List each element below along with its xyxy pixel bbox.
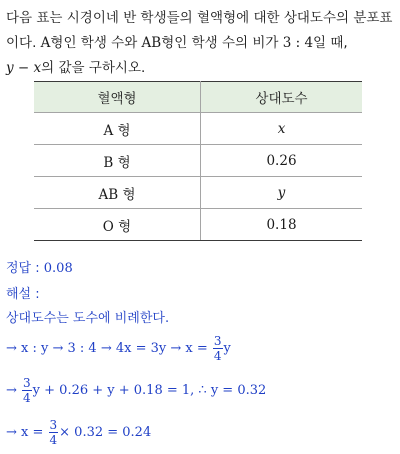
solution-step-2: → $\frac{3}{4}$ y + 0.26 + y + 0.18 = 1, ∴ y = 0.32	[6, 376, 267, 405]
blood-type-cell: A 형	[34, 113, 201, 145]
header-blood-type: 혈액형	[34, 82, 201, 113]
problem-line-1: 다음 표는 시경이네 반 학생들의 혈액형에 대한 상대도수의 분포표	[6, 10, 393, 26]
type-ab-label: AB	[141, 35, 162, 51]
explanation-label: 해설 :	[6, 287, 40, 302]
table-row	[34, 209, 362, 241]
frequency-table	[34, 81, 362, 241]
type-a-label: A	[40, 35, 51, 51]
relative-frequency-cell: 0.18	[201, 209, 363, 241]
table-row	[34, 145, 362, 177]
answer-value: 0.08	[43, 261, 73, 276]
fraction: $\frac{3}{4}$	[23, 376, 31, 405]
explanation-principle: 상대도수는 도수에 비례한다.	[6, 311, 170, 326]
answer-label: 정답 :	[6, 261, 44, 276]
blood-type-cell: AB 형	[34, 177, 201, 209]
solution-step-3: → x = $\frac{3}{4}$ × 0.32 = 0.24	[6, 418, 152, 447]
problem-line-3: y − x의 값을 구하시오.	[6, 60, 146, 76]
problem-line-2: 이다. A형인 학생 수와 AB형인 학생 수의 비가 3 : 4일 때,	[6, 35, 348, 51]
expression: y − x	[6, 60, 42, 76]
ratio: 3 : 4	[282, 35, 314, 51]
solution-step-1: → x : y → 3 : 4 → 4x = 3y → x = $\frac{3}{4}$ y	[6, 334, 231, 363]
relative-frequency-cell: y	[201, 177, 363, 209]
problem-statement	[6, 6, 398, 81]
header-relative-frequency: 상대도수	[201, 82, 363, 113]
blood-type-cell: O 형	[34, 209, 201, 241]
blood-type-cell: B 형	[34, 145, 201, 177]
table-header-row	[34, 82, 362, 113]
fraction: $\frac{3}{4}$	[213, 334, 222, 363]
fraction: $\frac{3}{4}$	[49, 418, 58, 447]
answer-line	[6, 257, 73, 276]
table-row	[34, 113, 362, 145]
relative-frequency-cell: x	[201, 113, 363, 145]
relative-frequency-cell: 0.26	[201, 145, 363, 177]
table-row	[34, 177, 362, 209]
